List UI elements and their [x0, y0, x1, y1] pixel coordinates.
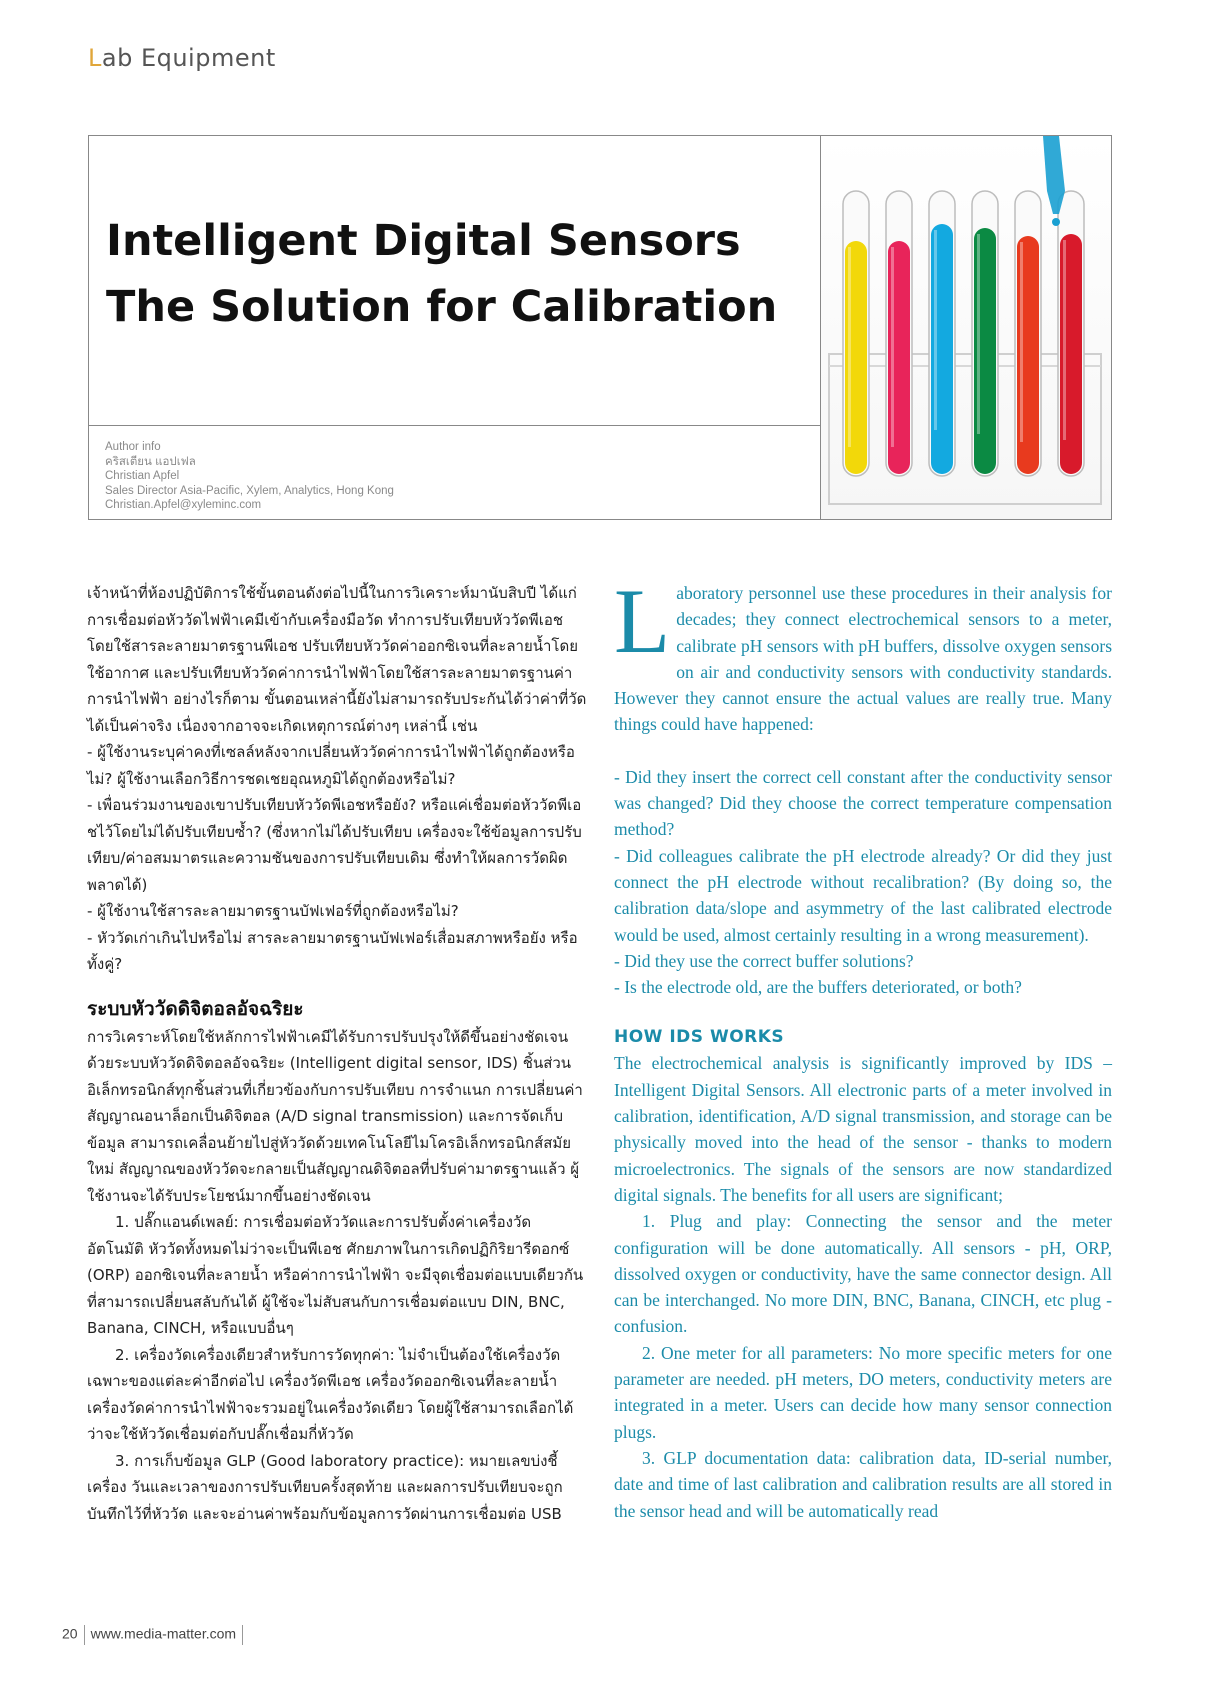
english-benefit-2: 2. One meter for all parameters: No more specific meters for one parameter are needed. pH meters, DO meters, conductivity meters are integrated in a meter. Users can decide how many sensor connection plugs. — [614, 1342, 1112, 1442]
thai-question-1: - ผู้ใช้งานระบุค่าคงที่เซลล์หลังจากเปลี่ยนหัววัดค่าการนำไฟฟ้าได้ถูกต้องหรือไม่? ผู้ใช้งานเลือกวิธีการชดเชยอุณหภูมิได้ถูกต้องหรือไม่? — [87, 743, 575, 788]
author-info-label: Author info — [105, 441, 161, 453]
section-label — [88, 44, 276, 72]
thai-benefit-2: 2. เครื่องวัดเครื่องเดียวสำหรับการวัดทุกค่า: ไม่จำเป็นต้องใช้เครื่องวัดเฉพาะของแต่ละค่าอีกต่อไป เครื่องวัดพีเอช เครื่องวัดออกซิเจนที่ละลายน้ำ เครื่องวัดค่าการนำไฟฟ้าจะรวมอยู่ในเครื่องวัดเดียว โดยผู้ใช้สามารถเลือกได้ว่าจะใช้หัววัดเชื่อมต่อกับปลั๊กเชื่อมกี่หัววัด — [87, 1345, 574, 1443]
author-email: Christian.Apfel@xyleminc.com — [105, 499, 262, 511]
author-position: Sales Director Asia-Pacific, Xylem, Analytics, Hong Kong — [105, 484, 394, 497]
thai-question-3: - ผู้ใช้งานใช้สารละลายมาตรฐานบัฟเฟอร์ที่ถูกต้องหรือไม่? — [87, 902, 459, 920]
article-header-box — [88, 135, 1112, 520]
page-number: 20 — [62, 1625, 78, 1642]
footer-divider-end — [242, 1625, 243, 1645]
thai-benefit-1: 1. ปลั๊กแอนด์เพลย์: การเชื่อมต่อหัววัดและการปรับตั้งค่าเครื่องวัดอัตโนมัติ หัววัดทั้งหมดไม่ว่าจะเป็นพีเอช ศักยภาพในการเกิดปฏิกิริยารีดอกซ์ (ORP) ออกซิเจนที่ละลายน้ำ หรือค่าการนำไฟฟ้า จะมีจุดเชื่อมต่อแบบเดียวกันที่สามารถเปลี่ยนสลับกันได้ ผู้ใช้จะไม่สับสนกับการเชื่อมต่อแบบ DIN, BNC, Banana, CINCH, หรือแบบอื่นๆ — [87, 1213, 584, 1337]
tube-highlight — [977, 234, 980, 434]
author-info — [105, 440, 394, 513]
english-ids-paragraph: The electrochemical analysis is significantly improved by IDS – Intelligent Digital Sensors. All electronic parts of a meter involved in calibration, identification, A/D signal transmission, and storage can be physically moved into the head of the sensor - thanks to modern microelectronics. The signals of the sensors are now standardized digital signals. The benefits for all users are significant; — [614, 1053, 1112, 1205]
footer-website[interactable]: www.media-matter.com — [90, 1625, 237, 1642]
article-title-line-1: Intelligent Digital Sensors — [106, 216, 741, 266]
tube-highlight — [1063, 240, 1066, 440]
author-info-cell — [89, 426, 821, 519]
drop-cap: L — [614, 570, 671, 672]
thai-question-4: - หัววัดเก่าเกินไปหรือไม่ สารละลายมาตรฐานบัฟเฟอร์เสื่อมสภาพหรือยัง หรือทั้งคู่? — [87, 928, 578, 973]
english-question-1: - Did they insert the correct cell constant after the conductivity sensor was changed? Did they choose the correct temperature compensation method? — [614, 766, 1112, 840]
article-title — [106, 208, 777, 340]
tube-highlight — [1020, 242, 1023, 442]
dropper — [1043, 136, 1065, 214]
thai-section-heading: ระบบหัววัดดิจิตอลอัจฉริยะ — [87, 997, 304, 1020]
title-cell — [89, 136, 821, 426]
drop — [1052, 218, 1060, 226]
thai-intro-paragraph: เจ้าหน้าที่ห้องปฏิบัติการใช้ขั้นตอนดังต่อไปนี้ในการวิเคราะห์มานับสิบปี ได้แก่ การเชื่อมต่อหัววัดไฟฟ้าเคมีเข้ากับเครื่องมือวัด ทำการปรับเทียบหัววัดพีเอชโดยใช้สารละลายมาตรฐานพีเอช ปรับเทียบหัววัดค่าออกซิเจนที่ละลายน้ำโดยใช้อากาศ และปรับเทียบหัววัดค่าการนำไฟฟ้าโดยใช้สารละลายมาตรฐานค่าการนำไฟฟ้า อย่างไรก็ตาม ขั้นตอนเหล่านี้ยังไม่สามารถรับประกันได้ว่าค่าที่วัดได้เป็นค่าจริง เนื่องจากอาจจะเกิดเหตุการณ์ต่างๆ เหล่านี้ เช่น — [87, 584, 587, 735]
footer-divider — [84, 1625, 85, 1645]
section-label-rest: ab Equipment — [101, 44, 276, 72]
thai-ids-paragraph: การวิเคราะห์โดยใช้หลักการไฟฟ้าเคมีได้รับการปรับปรุงให้ดีขึ้นอย่างชัดเจนด้วยระบบหัววัดดิจิตอลอัจฉริยะ (Intelligent digital sensor, IDS) ชิ้นส่วนอิเล็กทรอนิกส์ทุกชิ้นส่วนที่เกี่ยวข้องกับการปรับเทียบ การจำแนก การเปลี่ยนค่าสัญญาณอนาล็อกเป็นดิจิตอล (A/D signal transmission) และการจัดเก็บข้อมูล สามารถเคลื่อนย้ายไปสู่หัววัดด้วยเทคโนโลยีไมโครอิเล็กทรอนิกส์สมัยใหม่ สัญญาณของหัววัดจะกลายเป็นสัญญาณดิจิตอลที่ปรับค่ามาตรฐานแล้ว ผู้ใช้งานจะได้รับประโยชน์มากขึ้นอย่างชัดเจน — [87, 1027, 583, 1205]
test-tubes-photo — [821, 136, 1111, 519]
english-question-3: - Did they use the correct buffer solutions? — [614, 950, 914, 971]
thai-benefit-3: 3. การเก็บข้อมูล GLP (Good laboratory practice): หมายเลขบ่งชี้เครื่อง วันและเวลาของการปรับเทียบครั้งสุดท้าย และผลการปรับเทียบจะถูกบันทึกไว้ที่หัววัด และจะอ่านค่าพร้อมกับข้อมูลการวัดผ่านการเชื่อมต่อ USB — [87, 1451, 563, 1523]
english-intro-text: aboratory personnel use these procedures in their analysis for decades; they connect electrochemical sensors to a meter, calibrate pH sensors with pH buffers, dissolve oxygen sensors on air and conductivity sensors with conductivity standards. However they cannot ensure the actual values are really true. Many things could have happened: — [614, 583, 1112, 735]
tube-highlight — [848, 247, 851, 447]
english-intro-paragraph — [614, 570, 1112, 738]
tube-highlight — [891, 247, 894, 447]
page-footer — [62, 1625, 249, 1645]
english-section-heading: HOW IDS WORKS — [614, 1027, 785, 1048]
english-question-4: - Is the electrode old, are the buffers deteriorated, or both? — [614, 977, 1022, 998]
english-question-2: - Did colleagues calibrate the pH electrode already? Or did they just connect the pH electrode without recalibration? (By doing so, the calibration data/slope and asymmetry of the last calibrated electrode would be used, almost certainly resulting in a wrong measurement). — [614, 845, 1112, 945]
tube-highlight — [934, 230, 937, 430]
thai-question-2: - เพื่อนร่วมงานของเขาปรับเทียบหัววัดพีเอชหรือยัง? หรือแค่เชื่อมต่อหัววัดพีเอชไว้โดยไม่ได้ปรับเทียบซ้ำ? (ซึ่งหากไม่ได้ปรับเทียบ เครื่องจะใช้ข้อมูลการปรับเทียบ/ค่าอสมมาตรและความชันของการปรับเทียบเดิม ซึ่งทำให้ผลการวัดผิดพลาดได้) — [87, 796, 582, 894]
test-tubes-illustration — [821, 136, 1111, 519]
author-name-thai: คริสเตียน แอปเฟล — [105, 455, 196, 468]
thai-column — [87, 580, 587, 1527]
english-benefit-3: 3. GLP documentation data: calibration data, ID-serial number, date and time of last calibration and calibration results are all stored in the sensor head and will be automatically read — [614, 1447, 1112, 1521]
english-benefit-1: 1. Plug and play: Connecting the sensor and the meter configuration will be done automatically. All sensors - pH, ORP, dissolved oxygen or conductivity, have the same connector design. All can be interchanged. No more DIN, BNC, Banana, CINCH, etc plug - confusion. — [614, 1211, 1112, 1337]
author-name: Christian Apfel — [105, 470, 180, 482]
english-column — [614, 570, 1112, 1524]
section-label-initial: L — [88, 44, 102, 72]
article-title-line-2: The Solution for Calibration — [106, 282, 778, 332]
